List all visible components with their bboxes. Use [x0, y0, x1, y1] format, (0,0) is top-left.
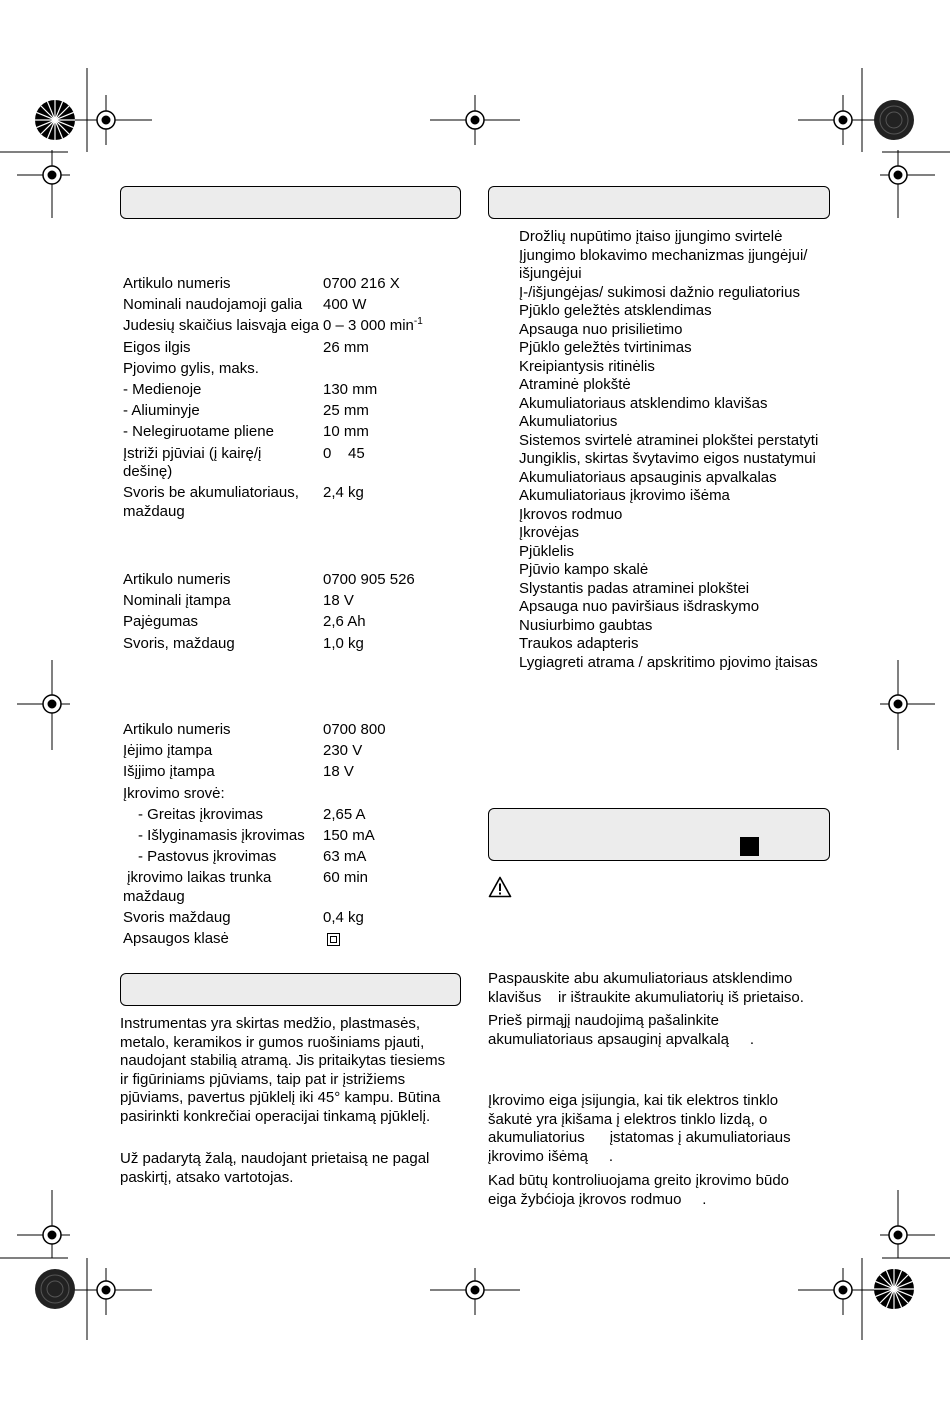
liability-paragraph: Už padarytą žalą, naudojant prietaisą ne pagal paskirtį, atsako vartotojas. [120, 1150, 430, 1186]
list-item: Lygiagreti atrama / apskritimo pjovimo įtaisas [519, 653, 818, 671]
spec-row: - Medienoje 130 mm [123, 380, 378, 398]
list-item: Kreipiantysis ritinėlis [519, 357, 655, 375]
spec-row: Judesių skaičius laisvąja eiga 0 – 3 000 $\min^{-1}$ [123, 316, 423, 335]
list-item: Traukos adapteris [519, 635, 639, 652]
spec-row: - Aliuminyje 25 mm [123, 402, 369, 420]
list-item: Nusiurbimo gaubtas [519, 616, 653, 634]
spec-row: Svoris maždaug 0,4 kg [123, 909, 364, 926]
list-item: Įkrovėjas [519, 524, 580, 541]
list-item: Įjungimo blokavimo mechanizmas įjungėjui/ išjungėjui [519, 246, 808, 282]
list-item: Atraminė plokštė [519, 376, 631, 393]
spec-row: Svoris be akumuliatoriaus, maždaug 2,4 kg [123, 484, 364, 520]
list-item: Įkrovos rodmuo [519, 505, 623, 523]
spec-row: - Išlyginamasis įkrovimas 150 mA [138, 826, 375, 844]
list-item: Drožlių nupūtimo įtaiso įjungimo svirtelė [519, 228, 783, 245]
warning-triangle-icon [488, 876, 512, 898]
spec-row: Nominali įtampa 18 V [123, 592, 354, 610]
protective-cap-paragraph: Prieš pirmąjį naudojimą pašalinkite akumuliatoriaus apsauginį apvalkalą . [488, 1012, 754, 1048]
spec-row: Svoris, maždaug 1,0 kg [123, 634, 364, 652]
protection-class-ii-icon [327, 933, 340, 946]
spec-row: Apsaugos klasė [123, 930, 453, 949]
spec-row: įkrovimo laikas trunka maždaug 60 min [123, 869, 369, 905]
list-item: Jungiklis, skirtas švytavimo eigos nustatymui [519, 450, 816, 467]
spec-row: Artikulo numeris 0700 216 X [123, 275, 400, 292]
section-header-box-intended-use [120, 973, 461, 1006]
spec-row: Pajėgumas 2,6 Ah [123, 613, 366, 631]
spec-row: Nominali naudojamoji galia 400 W [123, 296, 367, 314]
spec-row: Eigos ilgis 26 mm [123, 338, 369, 356]
spec-row: - Pastovus įkrovimas 63 mA [138, 848, 367, 866]
black-square-icon [740, 837, 759, 856]
list-item: Pjūvio kampo skalė [519, 561, 649, 578]
section-header-box-parts [488, 186, 830, 219]
intended-use-paragraph: Instrumentas yra skirtas medžio, plastmasės, metalo, keramikos ir gumos ruošiniams pjauti, naudojant stabilią atramą. Jis pritaikytas tiesiems ir figūriniams pjūviams, taip pat ir įstrižiems pjūviams, pavertus pjūklelį iki 45° kampu. Būtina pasirinkti konkrečiai operacijai tinkamą pjūklelį. [120, 1015, 446, 1125]
list-item: Apsauga nuo prisilietimo [519, 320, 683, 338]
section-header-box-specs [120, 186, 461, 219]
battery-removal-paragraph: Paspauskite abu akumuliatoriaus atsklendimo klavišus ir ištraukite akumuliatorių iš prietaiso. [488, 970, 804, 1006]
spec-table-charger [123, 721, 453, 951]
spec-row: - Greitas įkrovimas 2,65 A [138, 805, 366, 823]
spec-row: Išįjimo įtampa 18 V [123, 763, 354, 781]
list-item: Apsauga nuo paviršiaus išdraskymo [519, 598, 760, 615]
list-item: Akumuliatoriaus apsauginis apvalkalas [519, 468, 777, 486]
list-item: Sistemos svirtelė atraminei plokštei perstatyti [519, 431, 819, 449]
spec-row: Artikulo numeris 0700 800 [123, 721, 386, 738]
parts-list [519, 228, 839, 672]
spec-row: Įkrovimo srovė: [123, 784, 225, 802]
list-item: Slystantis padas atraminei plokštei [519, 579, 750, 597]
spec-row: - Nelegiruotame pliene 10 mm [123, 423, 369, 441]
spec-row: Įstriži pjūviai (į kairę/į dešinę) 0 45 [123, 444, 365, 480]
charge-indicator-paragraph: Kad būtų kontroliuojama greito įkrovimo būdo eiga žybćioja įkrovos rodmuo . [488, 1172, 794, 1208]
list-item: Pjūklo geležtės tvirtinimas [519, 339, 692, 356]
list-item: Akumuliatorius [519, 413, 618, 430]
spec-row: Pjovimo gylis, maks. [123, 359, 259, 377]
spec-table-battery [123, 571, 453, 656]
spec-row: Artikulo numeris 0700 905 526 [123, 571, 415, 588]
list-item: Pjūklo geležtės atsklendimas [519, 302, 712, 319]
section-header-box-battery [488, 808, 830, 861]
list-item: Akumuliatoriaus įkrovimo išėma [519, 487, 730, 504]
charging-start-paragraph: Įkrovimo eiga įsijungia, kai tik elektros tinklo šakutė yra įkišama į elektros tinklo lizdą, o akumuliatorius įstatomas į akumuliatoriaus įkrovimo išėmą . [488, 1092, 795, 1165]
list-item: Į-/išjungėjas/ sukimosi dažnio reguliatorius [519, 283, 800, 301]
list-item: Pjūklelis [519, 542, 575, 560]
list-item: Akumuliatoriaus atsklendimo klavišas [519, 394, 768, 412]
spec-table-tool [123, 275, 453, 524]
spec-row: Įėjimo įtampa 230 V [123, 742, 363, 760]
